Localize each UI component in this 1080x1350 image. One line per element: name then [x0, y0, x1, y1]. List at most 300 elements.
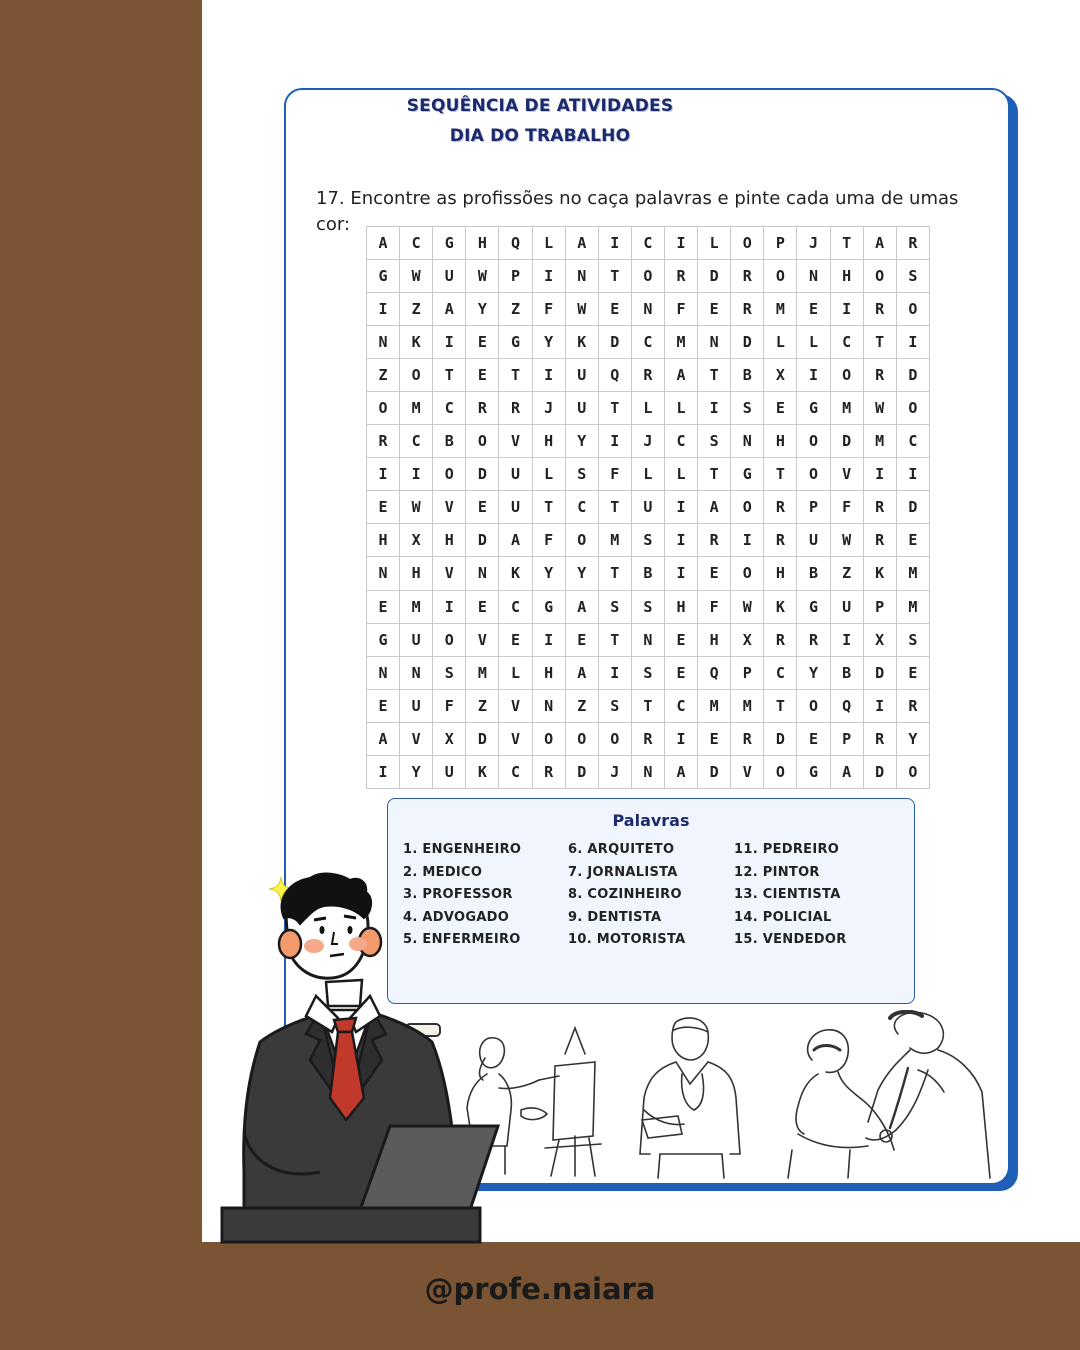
grid-cell[interactable]: G — [797, 590, 830, 623]
grid-cell[interactable]: Q — [698, 656, 731, 689]
grid-cell[interactable]: Z — [830, 557, 863, 590]
grid-cell[interactable]: R — [863, 293, 896, 326]
grid-cell[interactable]: O — [797, 689, 830, 722]
grid-cell[interactable]: S — [631, 590, 664, 623]
grid-cell[interactable]: C — [664, 425, 697, 458]
grid-cell[interactable]: W — [565, 293, 598, 326]
grid-cell[interactable]: G — [797, 755, 830, 788]
grid-cell[interactable]: O — [731, 491, 764, 524]
grid-cell[interactable]: A — [830, 755, 863, 788]
grid-cell[interactable]: X — [863, 623, 896, 656]
grid-cell[interactable]: O — [367, 392, 400, 425]
grid-cell[interactable]: V — [466, 623, 499, 656]
grid-cell[interactable]: I — [433, 326, 466, 359]
grid-cell[interactable]: H — [764, 425, 797, 458]
grid-cell[interactable]: Q — [830, 689, 863, 722]
grid-cell[interactable]: C — [499, 590, 532, 623]
grid-cell[interactable]: O — [466, 425, 499, 458]
grid-cell[interactable]: U — [565, 359, 598, 392]
grid-cell[interactable]: I — [367, 755, 400, 788]
grid-cell[interactable]: Y — [532, 557, 565, 590]
grid-cell[interactable]: B — [830, 656, 863, 689]
grid-cell[interactable]: O — [731, 227, 764, 260]
grid-cell[interactable]: T — [863, 326, 896, 359]
grid-cell[interactable]: G — [797, 392, 830, 425]
grid-cell[interactable]: C — [764, 656, 797, 689]
grid-cell[interactable]: G — [499, 326, 532, 359]
grid-row — [367, 227, 930, 260]
grid-cell[interactable]: U — [433, 755, 466, 788]
grid-cell[interactable]: R — [466, 392, 499, 425]
grid-cell[interactable]: H — [532, 425, 565, 458]
grid-cell[interactable]: D — [565, 755, 598, 788]
grid-cell[interactable]: I — [664, 557, 697, 590]
grid-cell[interactable]: N — [631, 755, 664, 788]
grid-cell[interactable]: O — [764, 755, 797, 788]
grid-cell[interactable]: E — [664, 656, 697, 689]
grid-cell[interactable]: T — [598, 557, 631, 590]
grid-cell[interactable]: I — [664, 524, 697, 557]
grid-cell[interactable]: O — [764, 260, 797, 293]
word-list-item: 6. ARQUITETO — [568, 842, 675, 857]
grid-cell[interactable]: H — [532, 656, 565, 689]
grid-cell[interactable]: M — [896, 590, 929, 623]
grid-cell[interactable]: O — [731, 557, 764, 590]
grid-cell[interactable]: I — [367, 293, 400, 326]
grid-cell[interactable]: N — [466, 557, 499, 590]
grid-cell[interactable]: I — [830, 293, 863, 326]
grid-cell[interactable]: R — [499, 392, 532, 425]
grid-cell[interactable]: M — [664, 326, 697, 359]
grid-cell[interactable]: M — [731, 689, 764, 722]
grid-cell[interactable]: Y — [532, 326, 565, 359]
grid-cell[interactable]: W — [731, 590, 764, 623]
grid-cell[interactable]: I — [863, 458, 896, 491]
grid-cell[interactable]: I — [797, 359, 830, 392]
grid-cell[interactable]: O — [400, 359, 433, 392]
grid-cell[interactable]: O — [830, 359, 863, 392]
grid-cell[interactable]: R — [863, 524, 896, 557]
grid-cell[interactable]: T — [532, 491, 565, 524]
grid-cell[interactable]: R — [664, 260, 697, 293]
grid-cell[interactable]: E — [896, 524, 929, 557]
grid-cell[interactable]: S — [433, 656, 466, 689]
grid-cell[interactable]: F — [698, 590, 731, 623]
grid-cell[interactable]: I — [400, 458, 433, 491]
grid-cell[interactable]: P — [764, 227, 797, 260]
grid-cell[interactable]: F — [532, 293, 565, 326]
grid-cell[interactable]: C — [400, 425, 433, 458]
grid-cell[interactable]: U — [565, 392, 598, 425]
grid-cell[interactable]: F — [598, 458, 631, 491]
grid-cell[interactable]: N — [367, 656, 400, 689]
grid-cell[interactable]: N — [367, 557, 400, 590]
grid-cell[interactable]: E — [367, 491, 400, 524]
grid-cell[interactable]: F — [532, 524, 565, 557]
grid-cell[interactable]: E — [664, 623, 697, 656]
word-list-item: 3. PROFESSOR — [403, 887, 513, 902]
grid-cell[interactable]: N — [532, 689, 565, 722]
grid-cell[interactable]: E — [466, 590, 499, 623]
grid-cell[interactable]: R — [698, 524, 731, 557]
grid-cell[interactable]: B — [631, 557, 664, 590]
grid-cell[interactable]: P — [830, 722, 863, 755]
grid-cell[interactable]: I — [532, 359, 565, 392]
grid-cell[interactable]: T — [598, 260, 631, 293]
grid-cell[interactable]: C — [664, 689, 697, 722]
grid-cell[interactable]: O — [863, 260, 896, 293]
grid-cell[interactable]: J — [631, 425, 664, 458]
grid-cell[interactable]: A — [367, 722, 400, 755]
grid-cell[interactable]: T — [764, 689, 797, 722]
grid-cell[interactable]: U — [400, 623, 433, 656]
grid-cell[interactable]: I — [598, 227, 631, 260]
grid-cell[interactable]: E — [698, 557, 731, 590]
grid-cell[interactable]: A — [367, 227, 400, 260]
grid-cell[interactable]: T — [598, 491, 631, 524]
grid-cell[interactable]: J — [797, 227, 830, 260]
word-list-item: 9. DENTISTA — [568, 909, 662, 925]
grid-cell[interactable]: A — [565, 590, 598, 623]
question-text: 17. Encontre as profissões no caça palavras e pinte cada uma de umas cor: — [316, 188, 959, 235]
grid-cell[interactable]: Y — [565, 557, 598, 590]
grid-cell[interactable]: O — [896, 293, 929, 326]
grid-cell[interactable]: E — [797, 722, 830, 755]
grid-cell[interactable]: D — [863, 656, 896, 689]
grid-cell[interactable]: U — [830, 590, 863, 623]
grid-cell[interactable]: K — [565, 326, 598, 359]
grid-cell[interactable]: H — [433, 524, 466, 557]
grid-cell[interactable]: D — [764, 722, 797, 755]
word-list-item: 12. PINTOR — [734, 864, 820, 880]
grid-cell[interactable]: I — [433, 590, 466, 623]
grid-cell[interactable]: E — [598, 293, 631, 326]
grid-cell[interactable]: L — [631, 458, 664, 491]
grid-cell[interactable]: R — [631, 722, 664, 755]
grid-cell[interactable]: E — [698, 722, 731, 755]
grid-cell[interactable]: H — [466, 227, 499, 260]
grid-cell[interactable]: P — [731, 656, 764, 689]
grid-cell[interactable]: I — [830, 623, 863, 656]
grid-cell[interactable]: S — [631, 524, 664, 557]
grid-cell[interactable]: G — [367, 623, 400, 656]
grid-cell[interactable]: O — [565, 524, 598, 557]
grid-cell[interactable]: O — [896, 392, 929, 425]
grid-cell[interactable]: X — [731, 623, 764, 656]
grid-cell[interactable]: N — [797, 260, 830, 293]
grid-cell[interactable]: N — [367, 326, 400, 359]
grid-cell[interactable]: Z — [400, 293, 433, 326]
grid-cell[interactable]: S — [896, 260, 929, 293]
grid-cell[interactable]: N — [631, 623, 664, 656]
grid-cell[interactable]: R — [797, 623, 830, 656]
grid-cell[interactable]: E — [797, 293, 830, 326]
grid-cell[interactable]: H — [664, 590, 697, 623]
grid-cell[interactable]: D — [466, 524, 499, 557]
grid-cell[interactable]: K — [466, 755, 499, 788]
grid-cell[interactable]: X — [433, 722, 466, 755]
grid-cell[interactable]: M — [598, 524, 631, 557]
grid-cell[interactable]: E — [764, 392, 797, 425]
grid-cell[interactable]: Z — [565, 689, 598, 722]
grid-cell[interactable]: C — [433, 392, 466, 425]
grid-cell[interactable]: M — [400, 590, 433, 623]
grid-cell[interactable]: C — [896, 425, 929, 458]
grid-cell[interactable]: O — [565, 722, 598, 755]
instagram-handle: @profe.naiara — [424, 1272, 656, 1306]
grid-cell[interactable]: O — [532, 722, 565, 755]
grid-cell[interactable]: M — [698, 689, 731, 722]
grid-cell[interactable]: I — [664, 491, 697, 524]
grid-cell[interactable]: A — [433, 293, 466, 326]
grid-cell[interactable]: Z — [367, 359, 400, 392]
grid-cell[interactable]: O — [598, 722, 631, 755]
grid-cell[interactable]: U — [631, 491, 664, 524]
grid-cell[interactable]: N — [731, 425, 764, 458]
grid-cell[interactable]: K — [400, 326, 433, 359]
grid-cell[interactable]: N — [698, 326, 731, 359]
grid-cell[interactable]: M — [863, 425, 896, 458]
word-list-title: Palavras — [612, 811, 690, 830]
grid-cell[interactable]: R — [731, 722, 764, 755]
grid-cell[interactable]: O — [797, 425, 830, 458]
grid-cell[interactable]: I — [598, 425, 631, 458]
grid-cell[interactable]: R — [764, 623, 797, 656]
grid-cell[interactable]: I — [896, 458, 929, 491]
grid-cell[interactable]: S — [565, 458, 598, 491]
grid-cell[interactable]: S — [598, 689, 631, 722]
grid-cell[interactable]: I — [598, 656, 631, 689]
grid-cell[interactable]: I — [367, 458, 400, 491]
grid-cell[interactable]: K — [499, 557, 532, 590]
grid-cell[interactable]: H — [400, 557, 433, 590]
grid-cell[interactable]: R — [367, 425, 400, 458]
grid-cell[interactable]: U — [433, 260, 466, 293]
grid-cell[interactable]: E — [367, 689, 400, 722]
grid-cell[interactable]: T — [698, 458, 731, 491]
grid-cell[interactable]: O — [433, 623, 466, 656]
grid-cell[interactable]: U — [499, 491, 532, 524]
grid-cell[interactable]: M — [400, 392, 433, 425]
grid-cell[interactable]: O — [631, 260, 664, 293]
grid-cell[interactable]: U — [797, 524, 830, 557]
grid-cell[interactable]: N — [565, 260, 598, 293]
grid-cell[interactable]: D — [698, 260, 731, 293]
grid-cell[interactable]: D — [896, 491, 929, 524]
grid-cell[interactable]: W — [400, 491, 433, 524]
grid-cell[interactable]: V — [433, 491, 466, 524]
grid-cell[interactable]: P — [797, 491, 830, 524]
grid-cell[interactable]: V — [499, 689, 532, 722]
grid-cell[interactable]: J — [598, 755, 631, 788]
grid-cell[interactable]: N — [631, 293, 664, 326]
grid-cell[interactable]: R — [731, 260, 764, 293]
grid-cell[interactable]: T — [598, 392, 631, 425]
grid-cell[interactable]: E — [896, 656, 929, 689]
grid-cell[interactable]: L — [698, 227, 731, 260]
grid-cell[interactable]: R — [863, 722, 896, 755]
grid-cell[interactable]: X — [400, 524, 433, 557]
grid-cell[interactable]: O — [896, 755, 929, 788]
grid-cell[interactable]: H — [764, 557, 797, 590]
grid-cell[interactable]: T — [433, 359, 466, 392]
grid-cell[interactable]: D — [466, 722, 499, 755]
grid-cell[interactable]: R — [896, 689, 929, 722]
word-list-item: 8. COZINHEIRO — [568, 887, 682, 902]
grid-cell[interactable]: V — [499, 425, 532, 458]
grid-cell[interactable]: Q — [499, 227, 532, 260]
grid-cell[interactable]: A — [863, 227, 896, 260]
grid-cell[interactable]: H — [367, 524, 400, 557]
grid-cell[interactable]: L — [664, 458, 697, 491]
grid-row — [367, 326, 930, 359]
grid-cell[interactable]: X — [764, 359, 797, 392]
grid-cell[interactable]: S — [698, 425, 731, 458]
grid-cell[interactable]: R — [863, 359, 896, 392]
grid-cell[interactable]: V — [433, 557, 466, 590]
grid-cell[interactable]: V — [499, 722, 532, 755]
grid-cell[interactable]: V — [400, 722, 433, 755]
grid-cell[interactable]: C — [400, 227, 433, 260]
grid-cell[interactable]: T — [764, 458, 797, 491]
word-list-item: 14. POLICIAL — [734, 909, 832, 925]
grid-cell[interactable]: T — [598, 623, 631, 656]
grid-cell[interactable]: L — [797, 326, 830, 359]
grid-cell[interactable]: U — [499, 458, 532, 491]
grid-cell[interactable]: S — [731, 392, 764, 425]
grid-cell[interactable]: L — [664, 392, 697, 425]
grid-cell[interactable]: G — [731, 458, 764, 491]
grid-cell[interactable]: S — [631, 656, 664, 689]
grid-cell[interactable]: H — [830, 260, 863, 293]
grid-cell[interactable]: G — [433, 227, 466, 260]
grid-cell[interactable]: Y — [400, 755, 433, 788]
grid-cell[interactable]: L — [532, 227, 565, 260]
grid-cell[interactable]: A — [565, 227, 598, 260]
grid-cell[interactable]: Y — [896, 722, 929, 755]
grid-cell[interactable]: W — [400, 260, 433, 293]
grid-cell[interactable]: T — [830, 227, 863, 260]
grid-cell[interactable]: I — [532, 623, 565, 656]
grid-cell[interactable]: M — [764, 293, 797, 326]
grid-cell[interactable]: R — [631, 359, 664, 392]
grid-cell[interactable]: I — [664, 227, 697, 260]
grid-cell[interactable]: R — [764, 491, 797, 524]
grid-cell[interactable]: G — [367, 260, 400, 293]
grid-cell[interactable]: L — [532, 458, 565, 491]
grid-cell[interactable]: B — [433, 425, 466, 458]
grid-cell[interactable]: T — [499, 359, 532, 392]
grid-cell[interactable]: D — [830, 425, 863, 458]
grid-cell[interactable]: H — [698, 623, 731, 656]
grid-cell[interactable]: R — [764, 524, 797, 557]
grid-cell[interactable]: W — [863, 392, 896, 425]
grid-cell[interactable]: A — [664, 755, 697, 788]
grid-cell[interactable]: I — [863, 689, 896, 722]
grid-cell[interactable]: G — [532, 590, 565, 623]
grid-cell[interactable]: E — [466, 491, 499, 524]
grid-cell[interactable]: D — [731, 326, 764, 359]
grid-cell[interactable]: C — [830, 326, 863, 359]
grid-cell[interactable]: V — [731, 755, 764, 788]
grid-cell[interactable]: C — [499, 755, 532, 788]
grid-cell[interactable]: F — [664, 293, 697, 326]
grid-cell[interactable]: R — [863, 491, 896, 524]
grid-cell[interactable]: O — [433, 458, 466, 491]
grid-cell[interactable]: M — [466, 656, 499, 689]
grid-cell[interactable]: L — [499, 656, 532, 689]
grid-cell[interactable]: A — [664, 359, 697, 392]
grid-cell[interactable]: B — [797, 557, 830, 590]
grid-cell[interactable]: J — [532, 392, 565, 425]
grid-cell[interactable]: F — [830, 491, 863, 524]
grid-cell[interactable]: M — [830, 392, 863, 425]
grid-cell[interactable]: Y — [565, 425, 598, 458]
grid-cell[interactable]: E — [565, 623, 598, 656]
grid-cell[interactable]: W — [830, 524, 863, 557]
grid-cell[interactable]: Y — [466, 293, 499, 326]
grid-cell[interactable]: Q — [598, 359, 631, 392]
grid-cell[interactable]: Y — [797, 656, 830, 689]
grid-cell[interactable]: V — [830, 458, 863, 491]
grid-cell[interactable]: I — [532, 260, 565, 293]
grid-cell[interactable]: Z — [466, 689, 499, 722]
grid-cell[interactable]: R — [731, 293, 764, 326]
grid-cell[interactable]: I — [664, 722, 697, 755]
grid-cell[interactable]: C — [565, 491, 598, 524]
grid-cell[interactable]: A — [698, 491, 731, 524]
grid-cell[interactable]: K — [863, 557, 896, 590]
grid-cell[interactable]: I — [698, 392, 731, 425]
grid-cell[interactable]: R — [532, 755, 565, 788]
grid-cell[interactable]: D — [896, 359, 929, 392]
grid-cell[interactable]: E — [466, 359, 499, 392]
grid-cell[interactable]: D — [863, 755, 896, 788]
grid-cell[interactable]: E — [499, 623, 532, 656]
grid-cell[interactable]: E — [466, 326, 499, 359]
grid-cell[interactable]: A — [499, 524, 532, 557]
grid-cell[interactable]: D — [698, 755, 731, 788]
grid-cell[interactable]: Z — [499, 293, 532, 326]
grid-cell[interactable]: O — [797, 458, 830, 491]
grid-cell[interactable]: T — [698, 359, 731, 392]
grid-cell[interactable]: T — [631, 689, 664, 722]
grid-cell[interactable]: N — [400, 656, 433, 689]
grid-cell[interactable]: F — [433, 689, 466, 722]
grid-cell[interactable]: I — [896, 326, 929, 359]
grid-cell[interactable]: D — [466, 458, 499, 491]
grid-cell[interactable]: D — [598, 326, 631, 359]
grid-cell[interactable]: A — [565, 656, 598, 689]
grid-cell[interactable]: L — [631, 392, 664, 425]
grid-cell[interactable]: L — [764, 326, 797, 359]
grid-cell[interactable]: S — [896, 623, 929, 656]
grid-cell[interactable]: U — [400, 689, 433, 722]
grid-cell[interactable]: E — [367, 590, 400, 623]
grid-cell[interactable]: R — [896, 227, 929, 260]
grid-cell[interactable]: P — [499, 260, 532, 293]
grid-cell[interactable]: E — [698, 293, 731, 326]
grid-cell[interactable]: K — [764, 590, 797, 623]
grid-cell[interactable]: W — [466, 260, 499, 293]
grid-cell[interactable]: I — [731, 524, 764, 557]
grid-cell[interactable]: P — [863, 590, 896, 623]
grid-cell[interactable]: M — [896, 557, 929, 590]
grid-cell[interactable]: S — [598, 590, 631, 623]
grid-cell[interactable]: B — [731, 359, 764, 392]
grid-cell[interactable]: C — [631, 227, 664, 260]
grid-cell[interactable]: C — [631, 326, 664, 359]
